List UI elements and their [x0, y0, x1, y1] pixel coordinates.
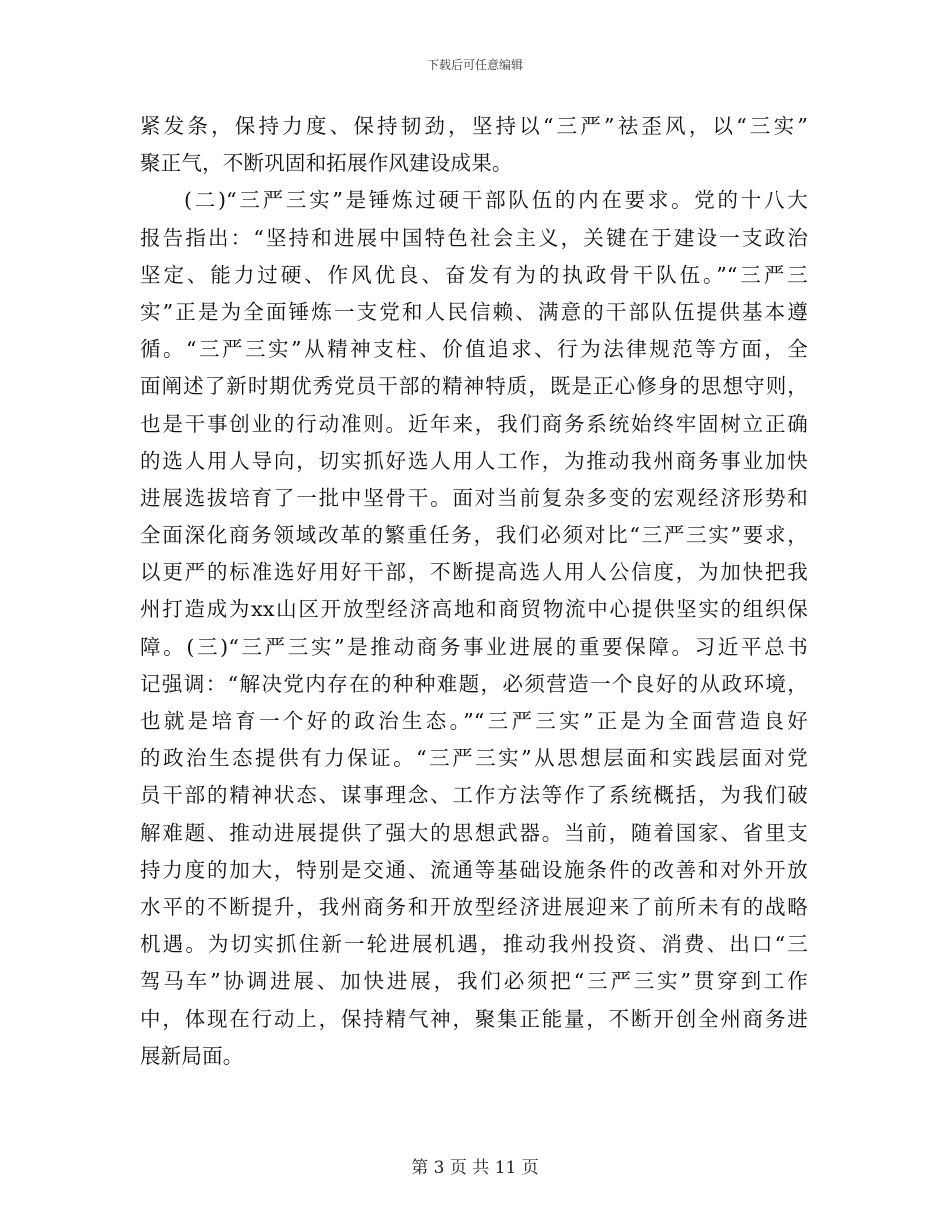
text-line: 驾马车”协调进展、加快进展，我们必须把“三严三实”贯穿到工作	[140, 969, 808, 994]
text-line: 员干部的精神状态、谋事理念、工作方法等作了系统概括，为我们破	[140, 783, 808, 808]
text-line: 进展选拔培育了一批中坚骨干。面对当前复杂多变的宏观经济形势和	[140, 485, 808, 510]
text-line: 聚正气，不断巩固和拓展作风建设成果。	[140, 151, 513, 176]
text-line: 记强调：“解决党内存在的种种难题，必须营造一个良好的从政环境，	[140, 671, 808, 696]
text-line: 水平的不断提升，我州商务和开放型经济进展迎来了前所未有的战略	[140, 894, 808, 919]
body-text	[140, 108, 808, 1075]
text-line: 州打造成为xx山区开放型经济高地和商贸物流中心提供坚实的组织保	[140, 597, 808, 622]
text-line: 紧发条，保持力度、保持韧劲，坚持以“三严”祛歪风，以“三实”	[140, 114, 808, 138]
text-line: 解难题、推动进展提供了强大的思想武器。当前，随着国家、省里支	[140, 820, 808, 845]
text-line: 的政治生态提供有力保证。“三严三实”从思想层面和实践层面对党	[140, 746, 808, 771]
text-line: (二)“三严三实”是锤炼过硬干部队伍的内在要求。党的十八大	[184, 188, 808, 213]
text-line: 坚定、能力过硬、作风优良、奋发有为的执政骨干队伍。”“三严三	[140, 262, 808, 287]
text-line: 也就是培育一个好的政治生态。”“三严三实”正是为全面营造良好	[140, 709, 808, 733]
text-line: 面阐述了新时期优秀党员干部的精神特质，既是正心修身的思想守则，	[140, 374, 808, 399]
text-line: 循。“三严三实”从精神支柱、价值追求、行为法律规范等方面，全	[140, 337, 808, 362]
text-line: 机遇。为切实抓住新一轮进展机遇，推动我州投资、消费、出口“三	[140, 932, 808, 957]
text-line: 的选人用人导向，切实抓好选人用人工作，为推动我州商务事业加快	[140, 448, 808, 473]
page-header: 下载后可任意编辑	[426, 58, 523, 72]
text-line: 中，体现在行动上，保持精气神，聚集正能量，不断开创全州商务进	[140, 1006, 808, 1031]
text-line: 实”正是为全面锤炼一支党和人民信赖、满意的干部队伍提供基本遵	[140, 299, 808, 324]
text-line: 也是干事创业的行动准则。近年来，我们商务系统始终牢固树立正确	[140, 411, 808, 436]
page-number: 第 3 页 共 11 页	[411, 1158, 539, 1178]
text-line: 以更严的标准选好用好干部，不断提高选人用人公信度，为加快把我	[140, 560, 808, 585]
text-line: 展新局面。	[140, 1043, 244, 1068]
text-line: 全面深化商务领域改革的繁重任务，我们必须对比“三严三实”要求，	[140, 523, 808, 548]
text-line: 报告指出：“坚持和进展中国特色社会主义，关键在于建设一支政治	[140, 225, 808, 250]
text-line: 障。(三)“三严三实”是推动商务事业进展的重要保障。习近平总书	[140, 634, 808, 659]
text-line: 持力度的加大，特别是交通、流通等基础设施条件的改善和对外开放	[140, 857, 808, 882]
